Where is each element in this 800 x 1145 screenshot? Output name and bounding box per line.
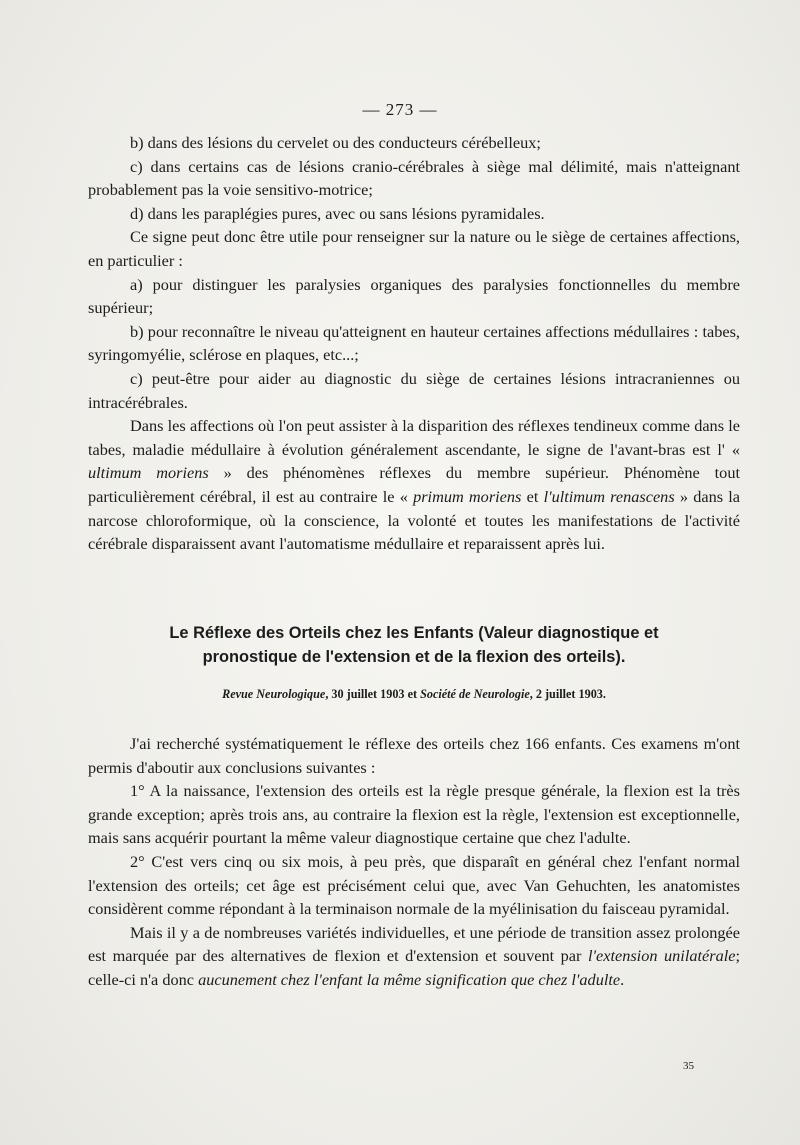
section-heading — [88, 621, 740, 669]
item-a: a) pour distinguer les paralysies organiques des paralysies fonctionnelles du membre supérieur; — [88, 274, 740, 318]
paragraph-2: 1° A la naissance, l'extension des orteils est la règle presque générale, la flexion est la très grande exception; après trois ans, au contraire la flexion est la règle, l'extension est exceptionnelle, mais sans acquérir pourtant la même valeur diagnostique certaine que chez l'adulte. — [88, 781, 740, 848]
top-text-block — [88, 131, 740, 556]
affections-text-3: et — [526, 486, 539, 506]
paragraph-4-italic-2: aucunement chez l'enfant la même signification que chez l'adulte — [198, 969, 621, 989]
citation-date-1: , 30 juillet 1903 et — [325, 687, 418, 701]
heading-line-1: Le Réflexe des Orteils chez les Enfants (Valeur diagnostique et — [169, 624, 659, 642]
page-number: — 273 — — [362, 100, 438, 119]
paragraph-1: J'ai recherché systématiquement le réflexe des orteils chez 166 enfants. Ces examens m'ont permis d'aboutir aux conclusions suivantes : — [88, 734, 740, 777]
affections-italic-3: l'ultimum renascens — [543, 486, 675, 506]
citation-date-2: , 2 juillet 1903. — [529, 687, 606, 701]
intro-paragraph: Ce signe peut donc être utile pour renseigner sur la nature ou le siège de certaines affections, en particulier : — [88, 227, 740, 270]
affections-text-2: » des phénomènes réflexes du membre supérieur. Phénomène tout particulièrement cérébral, il est au contraire le « — [88, 463, 740, 506]
paragraph-3: 2° C'est vers cinq ou six mois, à peu près, que disparaît en général chez l'enfant normal l'extension des orteils; cet âge est précisément celui que, avec Van Gehuchten, les anatomistes considèrent comme répondant à la terminaison normale de la myélinisation du faisceau pyramidal. — [88, 851, 740, 919]
citation — [88, 687, 740, 702]
paragraph-4-italic-1: l'extension unilatérale — [587, 946, 736, 966]
citation-journal-2: Société de Neurologie — [420, 687, 530, 701]
affections-text-4: » dans la narcose chloroformique, où la conscience, la volonté et toutes les manifestations de l'activité cérébrale disparaissent avant l'automatisme médullaire et reparaissent après lui. — [88, 486, 741, 554]
paragraph-4 — [88, 921, 740, 992]
paragraph-4-text-2: ; celle-ci n'a donc — [88, 946, 740, 989]
line-c: c) dans certains cas de lésions cranio-cérébrales à siège mal délimité, mais n'atteignant probablement pas la voie sensitivo-motrice; — [88, 156, 740, 200]
affections-text-1: Dans les affections où l'on peut assister à la disparition des réflexes tendineux comme dans le tabes, maladie médullaire à évolution généralement ascendante, le signe de l'avant-bras est l' « — [88, 416, 740, 459]
affections-italic-1: ultimum moriens — [88, 463, 209, 483]
bottom-text-block — [88, 732, 740, 992]
item-b: b) pour reconnaître le niveau qu'atteignent en hauteur certaines affections médullaires : tabes, syringomyélie, sclérose en plaques, etc...; — [88, 321, 740, 365]
paragraph-4-text-3: . — [620, 969, 625, 989]
line-d: d) dans les paraplégies pures, avec ou sans lésions pyramidales. — [130, 203, 545, 223]
signature-mark: 35 — [683, 1060, 694, 1072]
citation-journal-1: Revue Neurologique — [222, 687, 326, 701]
affections-italic-2: primum moriens — [413, 486, 522, 506]
item-c: c) peut-être pour aider au diagnostic du siège de certaines lésions intracraniennes ou intracérébrales. — [88, 368, 740, 412]
paragraph-4-text-1: Mais il y a de nombreuses variétés individuelles, et une période de transition assez prolongée est marquée par des alternatives de flexion et d'extension et souvent par — [88, 922, 740, 966]
line-b: b) dans des lésions du cervelet ou des conducteurs cérébelleux; — [130, 133, 541, 152]
heading-line-2: pronostique de l'extension et de la flexion des orteils). — [202, 648, 626, 666]
affections-paragraph — [88, 414, 740, 556]
